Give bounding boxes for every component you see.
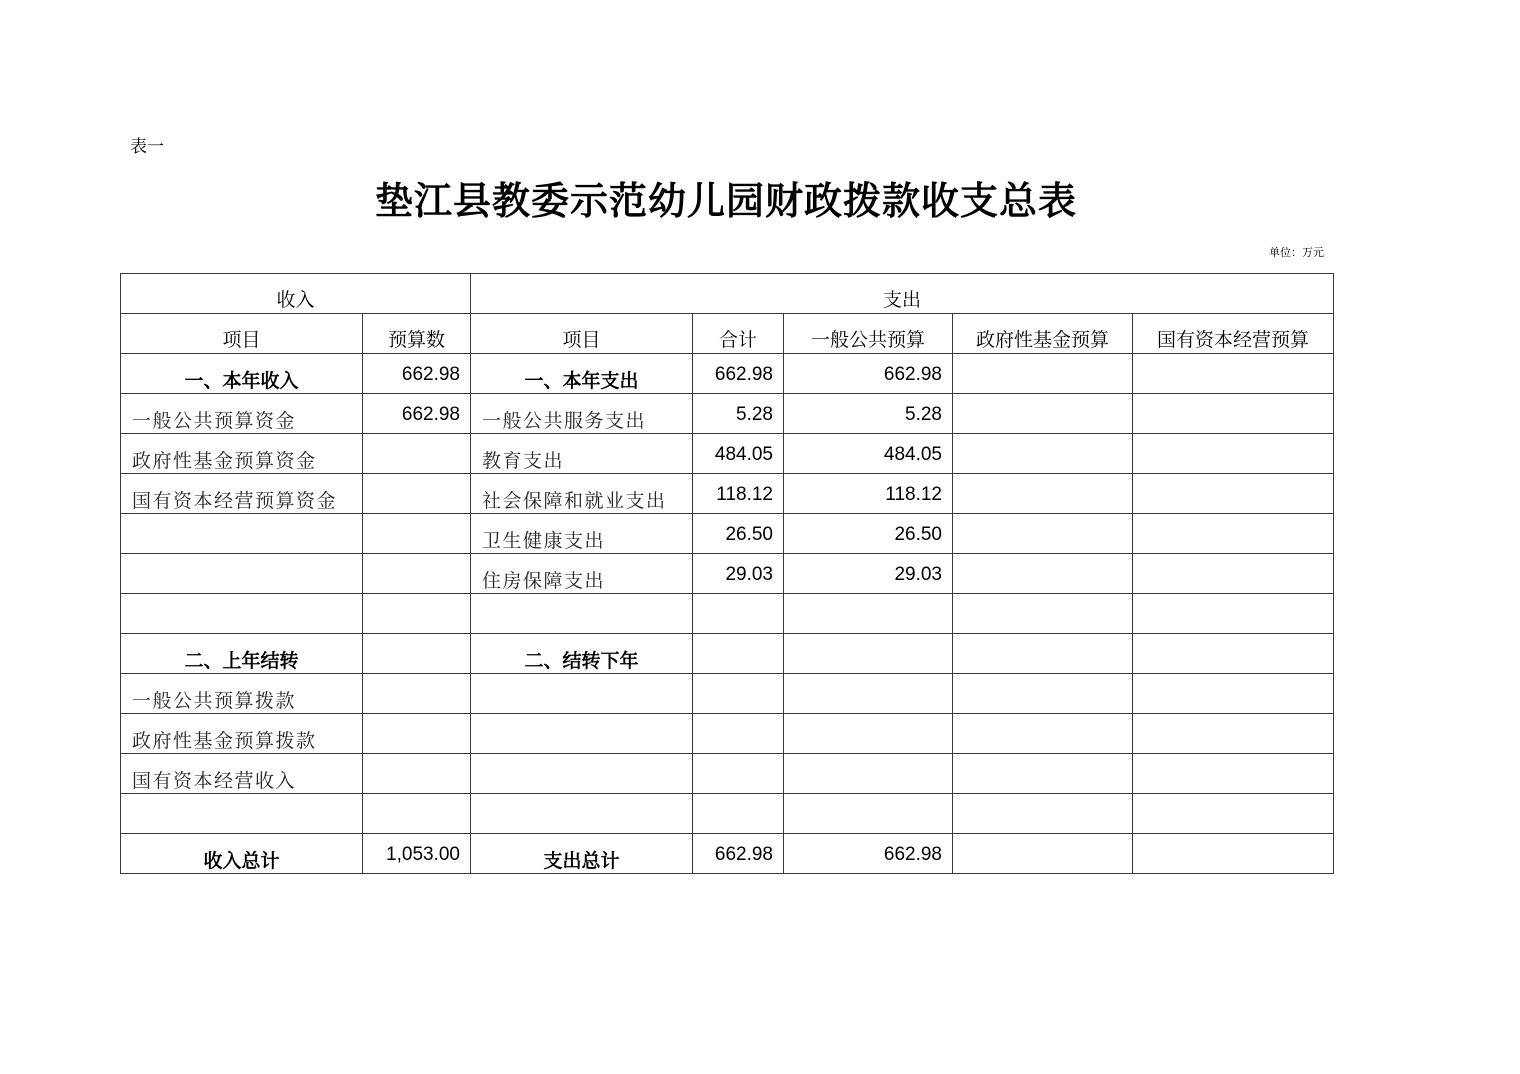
- amount-cell: [1133, 674, 1334, 714]
- unit-label: 单位：万元: [1269, 246, 1324, 259]
- item-cell: [471, 714, 693, 754]
- item-cell: 收入总计: [121, 834, 363, 874]
- item-cell: [121, 514, 363, 554]
- item-cell: [471, 794, 693, 834]
- table-row: [121, 634, 1334, 674]
- amount-cell: [784, 674, 953, 714]
- amount-cell: 118.12: [784, 474, 953, 514]
- amount-cell: [784, 594, 953, 634]
- item-cell: 二、上年结转: [121, 634, 363, 674]
- table-row: [121, 514, 1334, 554]
- amount-cell: [1133, 594, 1334, 634]
- amount-cell: [953, 554, 1133, 594]
- amount-cell: [784, 754, 953, 794]
- amount-cell: 484.05: [784, 434, 953, 474]
- amount-cell: [693, 794, 784, 834]
- amount-cell: 26.50: [693, 514, 784, 554]
- table-row: [121, 394, 1334, 434]
- amount-cell: [363, 514, 471, 554]
- amount-cell: 5.28: [784, 394, 953, 434]
- amount-cell: [363, 554, 471, 594]
- amount-cell: 662.98: [693, 354, 784, 394]
- page-title: 垫江县教委示范幼儿园财政拨款收支总表: [374, 178, 1077, 223]
- item-cell: 政府性基金预算资金: [121, 434, 363, 474]
- amount-cell: [1133, 554, 1334, 594]
- column-header: 预算数: [363, 314, 471, 354]
- table-row: [121, 674, 1334, 714]
- amount-cell: [953, 394, 1133, 434]
- amount-cell: [953, 714, 1133, 754]
- item-cell: [121, 594, 363, 634]
- amount-cell: 662.98: [363, 394, 471, 434]
- table-number: 表一: [130, 137, 164, 157]
- amount-cell: 26.50: [784, 514, 953, 554]
- item-cell: [471, 594, 693, 634]
- amount-cell: 29.03: [784, 554, 953, 594]
- expense-group-header: 支出: [471, 274, 1334, 314]
- amount-cell: [953, 754, 1133, 794]
- amount-cell: [953, 634, 1133, 674]
- item-cell: 一般公共预算资金: [121, 394, 363, 434]
- table-row: [121, 474, 1334, 514]
- amount-cell: 5.28: [693, 394, 784, 434]
- column-header: 一般公共预算: [784, 314, 953, 354]
- amount-cell: 118.12: [693, 474, 784, 514]
- amount-cell: [784, 794, 953, 834]
- item-cell: 住房保障支出: [471, 554, 693, 594]
- item-cell: 一、本年支出: [471, 354, 693, 394]
- group-header-row: [121, 274, 1334, 314]
- amount-cell: [953, 834, 1133, 874]
- column-header: 项目: [471, 314, 693, 354]
- column-header: 国有资本经营预算: [1133, 314, 1334, 354]
- item-cell: 国有资本经营预算资金: [121, 474, 363, 514]
- amount-cell: [1133, 514, 1334, 554]
- item-cell: 一般公共预算拨款: [121, 674, 363, 714]
- amount-cell: [953, 794, 1133, 834]
- column-header: 政府性基金预算: [953, 314, 1133, 354]
- amount-cell: [953, 354, 1133, 394]
- table-row: [121, 714, 1334, 754]
- item-cell: 二、结转下年: [471, 634, 693, 674]
- amount-cell: [363, 794, 471, 834]
- item-cell: [471, 674, 693, 714]
- amount-cell: 662.98: [693, 834, 784, 874]
- amount-cell: [1133, 794, 1334, 834]
- amount-cell: 1,053.00: [363, 834, 471, 874]
- amount-cell: [1133, 394, 1334, 434]
- amount-cell: [363, 474, 471, 514]
- amount-cell: [953, 594, 1133, 634]
- amount-cell: [1133, 354, 1334, 394]
- item-cell: 卫生健康支出: [471, 514, 693, 554]
- amount-cell: [953, 434, 1133, 474]
- total-row: [121, 834, 1334, 874]
- item-cell: 教育支出: [471, 434, 693, 474]
- amount-cell: 662.98: [784, 834, 953, 874]
- amount-cell: 29.03: [693, 554, 784, 594]
- table-row: [121, 434, 1334, 474]
- amount-cell: [784, 634, 953, 674]
- column-header-row: [121, 314, 1334, 354]
- column-header: 项目: [121, 314, 363, 354]
- income-group-header: 收入: [121, 274, 471, 314]
- table-row: [121, 354, 1334, 394]
- amount-cell: [693, 754, 784, 794]
- amount-cell: [363, 754, 471, 794]
- amount-cell: [693, 594, 784, 634]
- amount-cell: [1133, 474, 1334, 514]
- amount-cell: [693, 634, 784, 674]
- item-cell: 社会保障和就业支出: [471, 474, 693, 514]
- amount-cell: [363, 674, 471, 714]
- table-row: [121, 794, 1334, 834]
- item-cell: 支出总计: [471, 834, 693, 874]
- amount-cell: [363, 714, 471, 754]
- table-row: [121, 754, 1334, 794]
- amount-cell: [693, 674, 784, 714]
- amount-cell: [363, 634, 471, 674]
- amount-cell: [953, 674, 1133, 714]
- amount-cell: [1133, 634, 1334, 674]
- item-cell: 一、本年收入: [121, 354, 363, 394]
- table-row: [121, 594, 1334, 634]
- amount-cell: 662.98: [363, 354, 471, 394]
- item-cell: 国有资本经营收入: [121, 754, 363, 794]
- amount-cell: [1133, 714, 1334, 754]
- amount-cell: [953, 474, 1133, 514]
- item-cell: [471, 754, 693, 794]
- amount-cell: [1133, 754, 1334, 794]
- budget-summary-table: [120, 273, 1334, 874]
- item-cell: [121, 794, 363, 834]
- item-cell: 政府性基金预算拨款: [121, 714, 363, 754]
- amount-cell: [363, 594, 471, 634]
- amount-cell: 484.05: [693, 434, 784, 474]
- amount-cell: [363, 434, 471, 474]
- amount-cell: [1133, 434, 1334, 474]
- column-header: 合计: [693, 314, 784, 354]
- amount-cell: [784, 714, 953, 754]
- amount-cell: 662.98: [784, 354, 953, 394]
- amount-cell: [693, 714, 784, 754]
- table-row: [121, 554, 1334, 594]
- item-cell: 一般公共服务支出: [471, 394, 693, 434]
- amount-cell: [1133, 834, 1334, 874]
- amount-cell: [953, 514, 1133, 554]
- item-cell: [121, 554, 363, 594]
